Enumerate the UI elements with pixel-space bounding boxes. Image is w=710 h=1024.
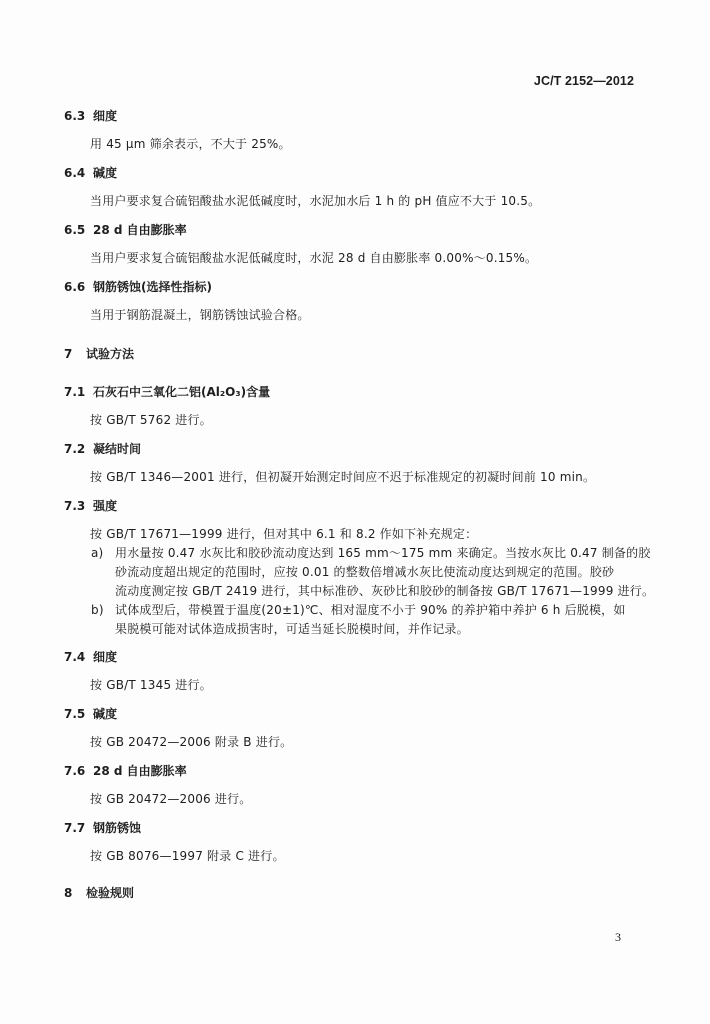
section-heading-7-7 bbox=[64, 820, 141, 836]
section-number: 7.6 bbox=[64, 764, 86, 778]
section-number: 6.5 bbox=[64, 223, 86, 237]
chapter-number: 7 bbox=[64, 347, 73, 361]
paragraph-7-2: 按 GB/T 1346—2001 进行，但初凝开始测定时间应不迟于标准规定的初凝时间前 10 min。 bbox=[90, 470, 596, 484]
paragraph-7-3: 按 GB/T 17671—1999 进行，但对其中 6.1 和 8.2 作如下补充规定： bbox=[90, 527, 478, 541]
list-marker-a: a) bbox=[91, 546, 104, 560]
list-item-a-line-1: 用水量按 0.47 水灰比和胶砂流动度达到 165 mm～175 mm 来确定。当按水灰比 0.47 制备的胶 bbox=[115, 546, 651, 560]
section-heading-6-5 bbox=[64, 222, 187, 238]
section-number: 7.7 bbox=[64, 821, 86, 835]
section-number: 6.4 bbox=[64, 166, 86, 180]
section-number: 6.3 bbox=[64, 109, 86, 123]
section-heading-7-1 bbox=[64, 384, 270, 400]
chapter-heading-8 bbox=[64, 885, 134, 901]
paragraph-7-7: 按 GB 8076—1997 附录 C 进行。 bbox=[90, 849, 285, 863]
list-marker-b: b) bbox=[91, 603, 104, 617]
paragraph-6-6: 当用于钢筋混凝土，钢筋锈蚀试验合格。 bbox=[90, 308, 310, 322]
chapter-number: 8 bbox=[64, 886, 73, 900]
section-title: 碱度 bbox=[93, 166, 118, 180]
section-title: 细度 bbox=[93, 109, 118, 123]
section-heading-6-3 bbox=[64, 108, 117, 124]
section-heading-7-3 bbox=[64, 498, 117, 514]
paragraph-7-4: 按 GB/T 1345 进行。 bbox=[90, 678, 212, 692]
section-number: 7.4 bbox=[64, 650, 86, 664]
list-item-a-line-3: 流动度测定按 GB/T 2419 进行，其中标准砂、灰砂比和胶砂的制备按 GB/T 17671—1999 进行。 bbox=[115, 584, 655, 598]
chapter-title: 试验方法 bbox=[86, 347, 135, 361]
list-item-b-line-1: 试体成型后，带模置于温度(20±1)℃、相对湿度不小于 90% 的养护箱中养护 6 h 后脱模，如 bbox=[115, 603, 626, 617]
section-heading-7-5 bbox=[64, 706, 117, 722]
chapter-title: 检验规则 bbox=[86, 886, 135, 900]
section-title: 钢筋锈蚀 bbox=[93, 821, 142, 835]
section-title: 凝结时间 bbox=[93, 442, 142, 456]
list-item-b-line-2: 果脱模可能对试体造成损害时，可适当延长脱模时间，并作记录。 bbox=[115, 622, 469, 636]
section-title: 28 d 自由膨胀率 bbox=[93, 764, 187, 778]
section-heading-7-6 bbox=[64, 763, 187, 779]
section-number: 6.6 bbox=[64, 280, 86, 294]
section-title: 28 d 自由膨胀率 bbox=[93, 223, 187, 237]
paragraph-7-1: 按 GB/T 5762 进行。 bbox=[90, 413, 212, 427]
section-heading-6-6 bbox=[64, 279, 212, 295]
paragraph-6-5: 当用户要求复合硫铝酸盐水泥低碱度时，水泥 28 d 自由膨胀率 0.00%～0.15%。 bbox=[90, 251, 538, 265]
paragraph-6-3: 用 45 μm 筛余表示，不大于 25%。 bbox=[90, 137, 291, 151]
section-title: 钢筋锈蚀(选择性指标) bbox=[93, 280, 212, 294]
section-heading-6-4 bbox=[64, 165, 117, 181]
page-number: 3 bbox=[615, 930, 621, 944]
section-title: 石灰石中三氧化二铝(Al₂O₃)含量 bbox=[93, 385, 271, 399]
section-number: 7.2 bbox=[64, 442, 86, 456]
section-heading-7-2 bbox=[64, 441, 141, 457]
section-number: 7.3 bbox=[64, 499, 86, 513]
paragraph-7-5: 按 GB 20472—2006 附录 B 进行。 bbox=[90, 735, 293, 749]
paragraph-6-4: 当用户要求复合硫铝酸盐水泥低碱度时，水泥加水后 1 h 的 pH 值应不大于 10.5。 bbox=[90, 194, 541, 208]
standard-code-header: JC/T 2152—2012 bbox=[533, 74, 634, 88]
list-item-a-line-2: 砂流动度超出规定的范围时，应按 0.01 的整数倍增减水灰比使流动度达到规定的范围。胶砂 bbox=[115, 565, 615, 579]
section-heading-7-4 bbox=[64, 649, 117, 665]
section-title: 碱度 bbox=[93, 707, 118, 721]
section-title: 强度 bbox=[93, 499, 118, 513]
section-number: 7.5 bbox=[64, 707, 86, 721]
chapter-heading-7 bbox=[64, 346, 134, 362]
paragraph-7-6: 按 GB 20472—2006 进行。 bbox=[90, 792, 252, 806]
section-number: 7.1 bbox=[64, 385, 86, 399]
section-title: 细度 bbox=[93, 650, 118, 664]
